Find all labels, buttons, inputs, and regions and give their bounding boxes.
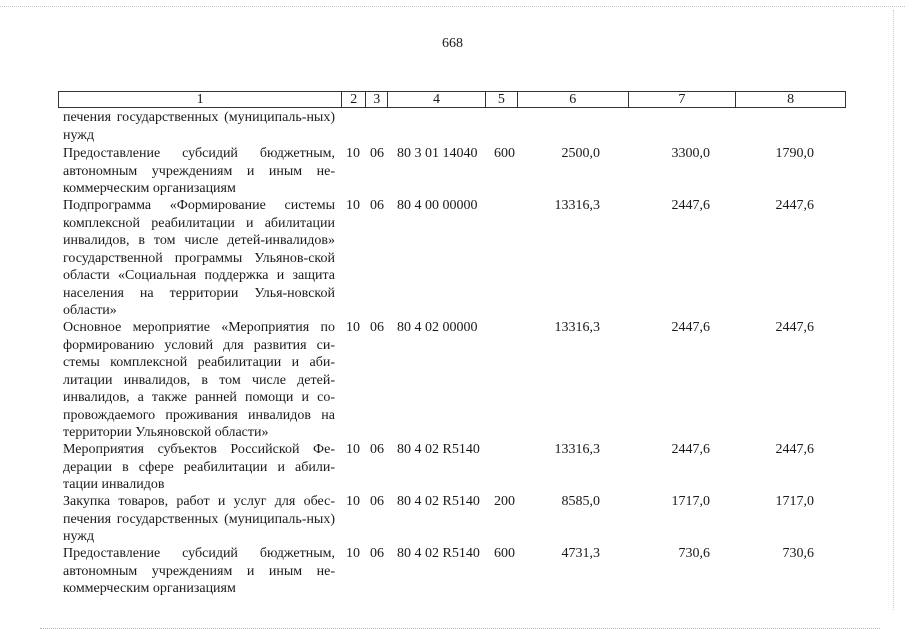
row-target-code: 80 4 02 R5140 [397, 494, 480, 509]
header-col-5: 5 [486, 92, 518, 107]
row-subsection: 06 [370, 546, 384, 561]
row-section: 10 [346, 546, 360, 561]
row-subsection: 06 [370, 198, 384, 213]
row-value-6: 4731,3 [561, 546, 600, 561]
row-name: Мероприятия субъектов Российской Фе-дерации в сфере реабилитации и абили-тации инвалидов [63, 442, 335, 492]
row-target-code: 80 4 00 00000 [397, 198, 478, 213]
row-value-6: 13316,3 [554, 320, 600, 335]
row-value-7: 730,6 [678, 546, 710, 561]
row-value-8: 2447,6 [775, 198, 814, 213]
row-expense-type: 200 [494, 494, 515, 509]
header-col-3: 3 [366, 92, 388, 107]
row-value-8: 1790,0 [775, 146, 814, 161]
header-col-8: 8 [787, 92, 795, 107]
row-name: печения государственных (муниципаль-ных) нужд [63, 110, 335, 143]
row-name: Предоставление субсидий бюджетным, автономным учреждениям и иным не-коммерческим организациям [63, 146, 335, 196]
row-target-code: 80 4 02 R5140 [397, 442, 480, 457]
row-value-8: 730,6 [782, 546, 814, 561]
row-value-8: 2447,6 [775, 320, 814, 335]
row-value-6: 8585,0 [561, 494, 600, 509]
row-target-code: 80 4 02 R5140 [397, 546, 480, 561]
row-expense-type: 600 [494, 546, 515, 561]
row-name: Предоставление субсидий бюджетным, автономным учреждениям и иным не-коммерческим организациям [63, 546, 335, 596]
row-value-6: 13316,3 [554, 198, 600, 213]
row-subsection: 06 [370, 320, 384, 335]
header-col-6: 6 [518, 92, 629, 107]
header-col-7: 7 [629, 92, 737, 107]
table-header [58, 91, 846, 108]
row-value-6: 13316,3 [554, 442, 600, 457]
row-value-7: 2447,6 [671, 442, 710, 457]
row-value-7: 1717,0 [671, 494, 710, 509]
row-name: Основное мероприятие «Мероприятия по формированию условий для развития си-стемы комплексной реабилитации и аби-литации инвалидов, в том числе детей-инвалидов, а также ранней помощи и со-провождаемого проживания инвалидов на территории Ульяновской области» [63, 320, 335, 440]
row-value-7: 2447,6 [671, 198, 710, 213]
row-section: 10 [346, 320, 360, 335]
row-name: Закупка товаров, работ и услуг для обес-печения государственных (муниципаль-ных) нужд [63, 494, 335, 544]
row-target-code: 80 4 02 00000 [397, 320, 478, 335]
row-subsection: 06 [370, 146, 384, 161]
row-name: Подпрограмма «Формирование системы комплексной реабилитации и абилитации инвалидов, в том числе детей-инвалидов» государственной программы Ульянов-ской области «Социальная поддержка и защита населения на территории Улья-новской области» [63, 198, 335, 318]
row-subsection: 06 [370, 442, 384, 457]
scan-edge-bottom [40, 628, 880, 631]
header-col-2: 2 [342, 92, 366, 107]
row-expense-type: 600 [494, 146, 515, 161]
row-value-8: 1717,0 [775, 494, 814, 509]
row-target-code: 80 3 01 14040 [397, 146, 478, 161]
page-number: 668 [442, 36, 463, 51]
row-subsection: 06 [370, 494, 384, 509]
row-section: 10 [346, 198, 360, 213]
row-value-7: 3300,0 [671, 146, 710, 161]
scan-edge-top [0, 0, 905, 7]
row-section: 10 [346, 494, 360, 509]
header-col-1: 1 [59, 92, 342, 107]
row-value-6: 2500,0 [561, 146, 600, 161]
row-section: 10 [346, 442, 360, 457]
row-value-7: 2447,6 [671, 320, 710, 335]
row-section: 10 [346, 146, 360, 161]
header-col-4: 4 [388, 92, 486, 107]
scan-edge-right [893, 10, 895, 610]
row-value-8: 2447,6 [775, 442, 814, 457]
